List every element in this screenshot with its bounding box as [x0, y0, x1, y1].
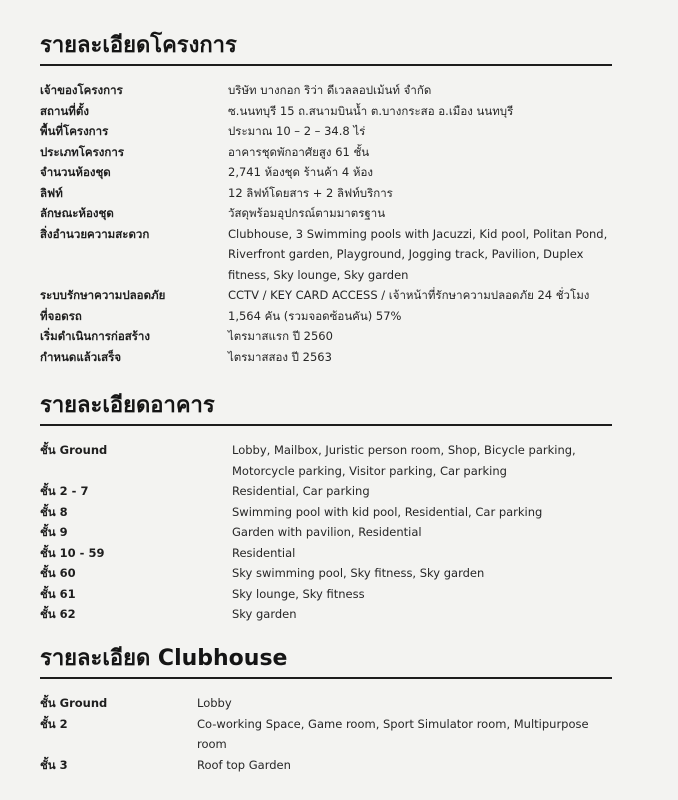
detail-label: ที่จอดรถ: [40, 308, 82, 323]
detail-row-type: [40, 142, 612, 163]
floor-row: [40, 604, 612, 625]
floor-row: [40, 584, 612, 605]
clubhouse-details-heading: รายละเอียด Clubhouse: [40, 643, 612, 679]
detail-label: สถานที่ตั้ง: [40, 103, 89, 118]
floor-value: Sky swimming pool, Sky fitness, Sky garden: [232, 566, 485, 580]
detail-value: 2,741 ห้องชุด ร้านค้า 4 ห้อง: [228, 165, 373, 179]
project-details-heading: รายละเอียดโครงการ: [40, 30, 612, 66]
detail-row-location: [40, 101, 612, 122]
detail-row-construction-start: [40, 326, 612, 347]
building-floor-list: [40, 440, 612, 625]
floor-label: ชั้น 9: [40, 525, 68, 539]
detail-label: ประเภทโครงการ: [40, 144, 125, 159]
floor-value: Residential: [232, 545, 296, 560]
floor-label: ชั้น 10 - 59: [40, 545, 105, 560]
detail-value: อาคารชุดพักอาศัยสูง 61 ชั้น: [228, 144, 370, 159]
detail-value: วัสดุพร้อมอุปกรณ์ตามมาตรฐาน: [228, 206, 386, 220]
detail-value: 1,564 คัน (รวมจอดซ้อนคัน) 57%: [228, 308, 402, 323]
floor-value: Roof top Garden: [197, 757, 291, 772]
floor-value: Lobby: [197, 696, 232, 710]
floor-label: ชั้น 2: [40, 716, 68, 731]
floor-label: ชั้น Ground: [40, 443, 108, 457]
detail-row-owner: [40, 80, 612, 101]
detail-value: ไตรมาสแรก ปี 2560: [228, 329, 333, 343]
floor-row: [40, 522, 612, 543]
clubhouse-details-section: [40, 643, 612, 775]
detail-row-units: [40, 162, 612, 183]
floor-label: ชั้น 60: [40, 566, 76, 580]
floor-row: [40, 440, 612, 481]
detail-value: Clubhouse, 3 Swimming pools with Jacuzzi, Kid pool, Politan Pond, Riverfront garden, Playground, Jogging track, Pavilion, Duplex fitness, Sky lounge, Sky garden: [228, 226, 608, 282]
project-details-list: [40, 80, 612, 367]
detail-value: CCTV / KEY CARD ACCESS / เจ้าหน้าที่รักษาความปลอดภัย 24 ชั่วโมง: [228, 288, 590, 302]
detail-label: เจ้าของโครงการ: [40, 83, 123, 97]
detail-row-area: [40, 121, 612, 142]
detail-label: ระบบรักษาความปลอดภัย: [40, 288, 166, 302]
detail-value: ไตรมาสสอง ปี 2563: [228, 349, 332, 364]
detail-value: ซ.นนทบุรี 15 ถ.สนามบินน้ำ ต.บางกระสอ อ.เมือง นนทบุรี: [228, 103, 514, 118]
building-details-section: [40, 390, 612, 625]
floor-label: ชั้น 62: [40, 607, 76, 621]
detail-row-lifts: [40, 183, 612, 204]
floor-value: Swimming pool with kid pool, Residential, Car parking: [232, 504, 543, 519]
floor-value: Lobby, Mailbox, Juristic person room, Shop, Bicycle parking, Motorcycle parking, Visitor parking, Car parking: [232, 443, 576, 478]
floor-label: ชั้น 2 - 7: [40, 484, 89, 498]
detail-label: กำหนดแล้วเสร็จ: [40, 349, 122, 364]
floor-label: ชั้น 3: [40, 757, 68, 772]
floor-row: [40, 563, 612, 584]
floor-value: Sky garden: [232, 607, 297, 621]
clubhouse-floor-row: [40, 755, 612, 776]
detail-label: ลักษณะห้องชุด: [40, 206, 114, 220]
floor-label: ชั้น 61: [40, 586, 76, 601]
project-details-section: [40, 30, 612, 367]
floor-value: Residential, Car parking: [232, 484, 370, 498]
floor-label: ชั้น 8: [40, 504, 68, 519]
floor-row: [40, 543, 612, 564]
floor-value: Garden with pavilion, Residential: [232, 525, 422, 539]
detail-row-completion: [40, 347, 612, 368]
detail-label: ลิฟท์: [40, 185, 63, 200]
detail-row-facilities: [40, 224, 612, 286]
clubhouse-floor-row: [40, 714, 612, 755]
floor-label: ชั้น Ground: [40, 696, 108, 710]
floor-value: Co-working Space, Game room, Sport Simulator room, Multipurpose room: [197, 716, 589, 751]
floor-value: Sky lounge, Sky fitness: [232, 586, 365, 601]
detail-value: ประมาณ 10 – 2 – 34.8 ไร่: [228, 124, 366, 138]
detail-value: บริษัท บางกอก ริว่า ดีเวลลอปเม้นท์ จำกัด: [228, 83, 432, 97]
detail-row-security: [40, 285, 612, 306]
detail-label: จำนวนห้องชุด: [40, 165, 111, 179]
building-details-heading: รายละเอียดอาคาร: [40, 390, 612, 426]
detail-label: เริ่มดำเนินการก่อสร้าง: [40, 329, 151, 343]
clubhouse-floor-list: [40, 693, 612, 775]
clubhouse-floor-row: [40, 693, 612, 714]
detail-label: พื้นที่โครงการ: [40, 124, 109, 138]
detail-row-parking: [40, 306, 612, 327]
detail-value: 12 ลิฟท์โดยสาร + 2 ลิฟท์บริการ: [228, 185, 393, 200]
floor-row: [40, 481, 612, 502]
detail-label: สิ่งอำนวยความสะดวก: [40, 226, 150, 241]
floor-row: [40, 502, 612, 523]
detail-row-unit-spec: [40, 203, 612, 224]
